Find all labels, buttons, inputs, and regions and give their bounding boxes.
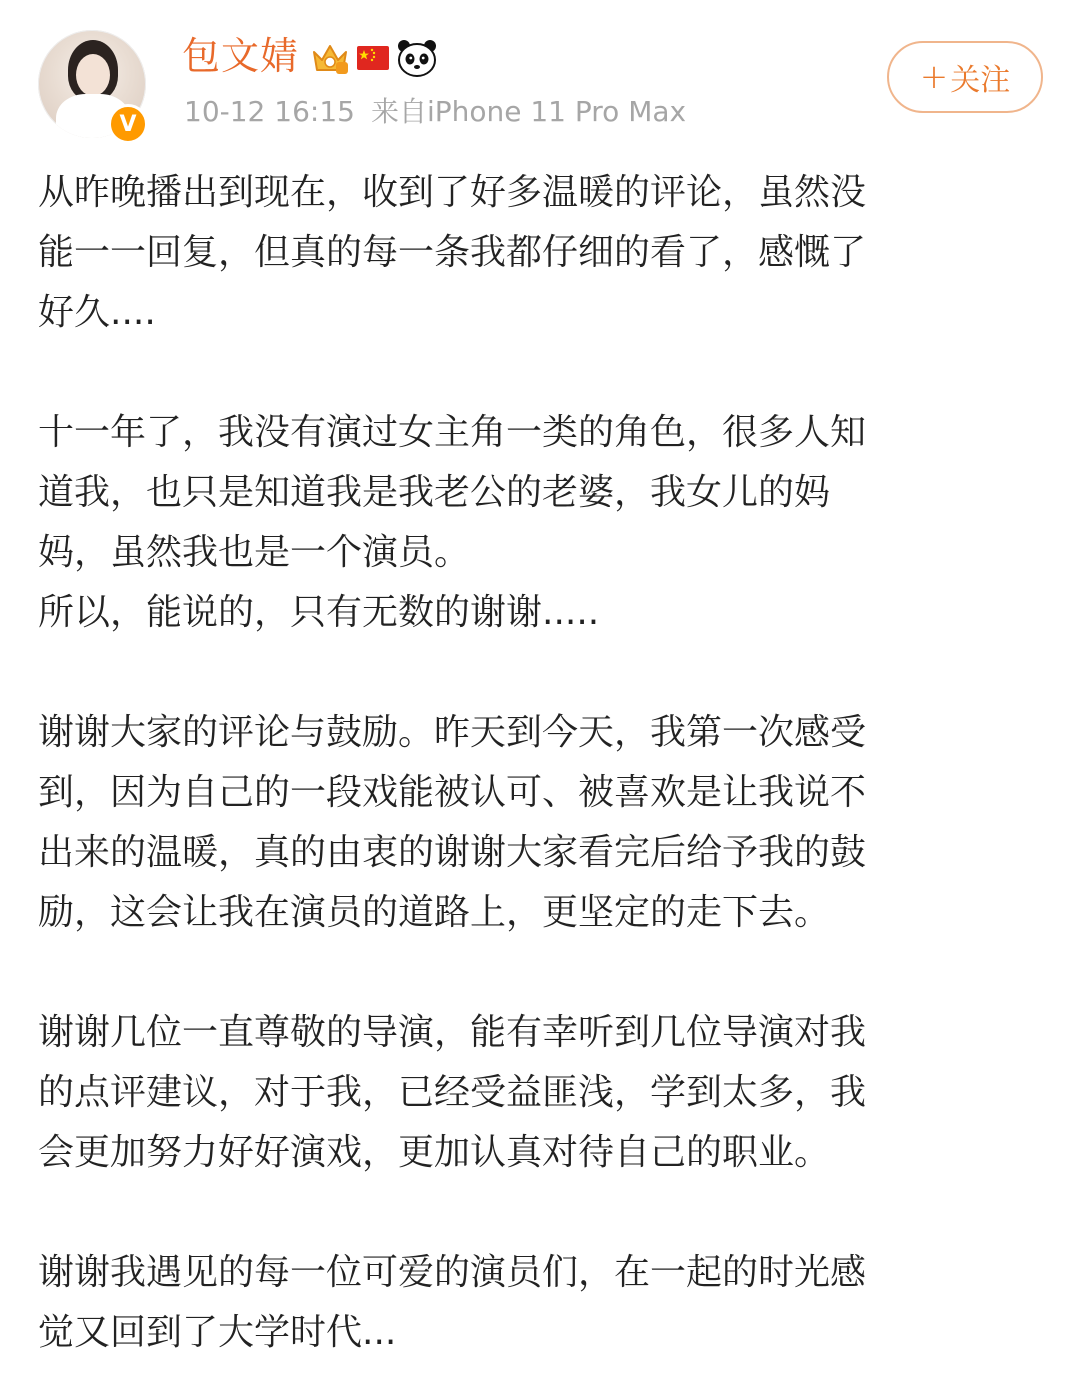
paragraph-gap [38, 1183, 1028, 1243]
avatar-face [76, 54, 110, 96]
paragraph-gap [38, 643, 1028, 703]
content-line: 道我，也只是知道我是我老公的老婆，我女儿的妈 [38, 472, 831, 513]
content-line: 所以，能说的，只有无数的谢谢..... [38, 592, 600, 633]
paragraph-gap [38, 943, 1028, 1003]
follow-label: 关注 [950, 63, 1011, 98]
post-source: 来自iPhone 11 Pro Max [370, 95, 687, 128]
content-line: 能一一回复，但真的每一条我都仔细的看了，感慨了 [38, 232, 867, 273]
content-line: 十一年了，我没有演过女主角一类的角色，很多人知 [38, 412, 867, 453]
content-line: 从昨晚播出到现在，收到了好多温暖的评论，虽然没 [38, 172, 867, 213]
content-line: 出来的温暖，真的由衷的谢谢大家看完后给予我的鼓 [38, 832, 867, 873]
content-line: 谢谢几位一直尊敬的导演，能有幸听到几位导演对我 [38, 1012, 867, 1053]
author-name[interactable]: 包文婧 [182, 34, 300, 78]
content-line: 的点评建议，对于我，已经受益匪浅，学到太多，我 [38, 1072, 867, 1113]
crown-icon [310, 40, 350, 76]
content-line: 妈，虽然我也是一个演员。 [38, 532, 471, 573]
content-line: 励，这会让我在演员的道路上，更坚定的走下去。 [38, 892, 831, 933]
content-line: 谢谢我遇见的每一位可爱的演员们，在一起的时光感 [38, 1252, 867, 1293]
content-line: 觉又回到了大学时代... [38, 1312, 397, 1353]
post-meta [184, 94, 686, 130]
paragraph-gap [38, 343, 1028, 403]
content-line: 到，因为自己的一段戏能被认可、被喜欢是让我说不 [38, 772, 867, 813]
follow-button[interactable] [887, 41, 1043, 113]
content-line: 好久.... [38, 292, 156, 333]
panda-icon [396, 38, 438, 78]
post-time: 10-12 16:15 [184, 95, 355, 128]
flag-icon [356, 44, 390, 72]
content-line: 谢谢大家的评论与鼓励。昨天到今天，我第一次感受 [38, 712, 867, 753]
verified-icon: V [108, 104, 148, 144]
content-line: 会更加努力好好演戏，更加认真对待自己的职业。 [38, 1132, 831, 1173]
post-content [38, 163, 1028, 1363]
plus-icon: + [919, 57, 949, 97]
